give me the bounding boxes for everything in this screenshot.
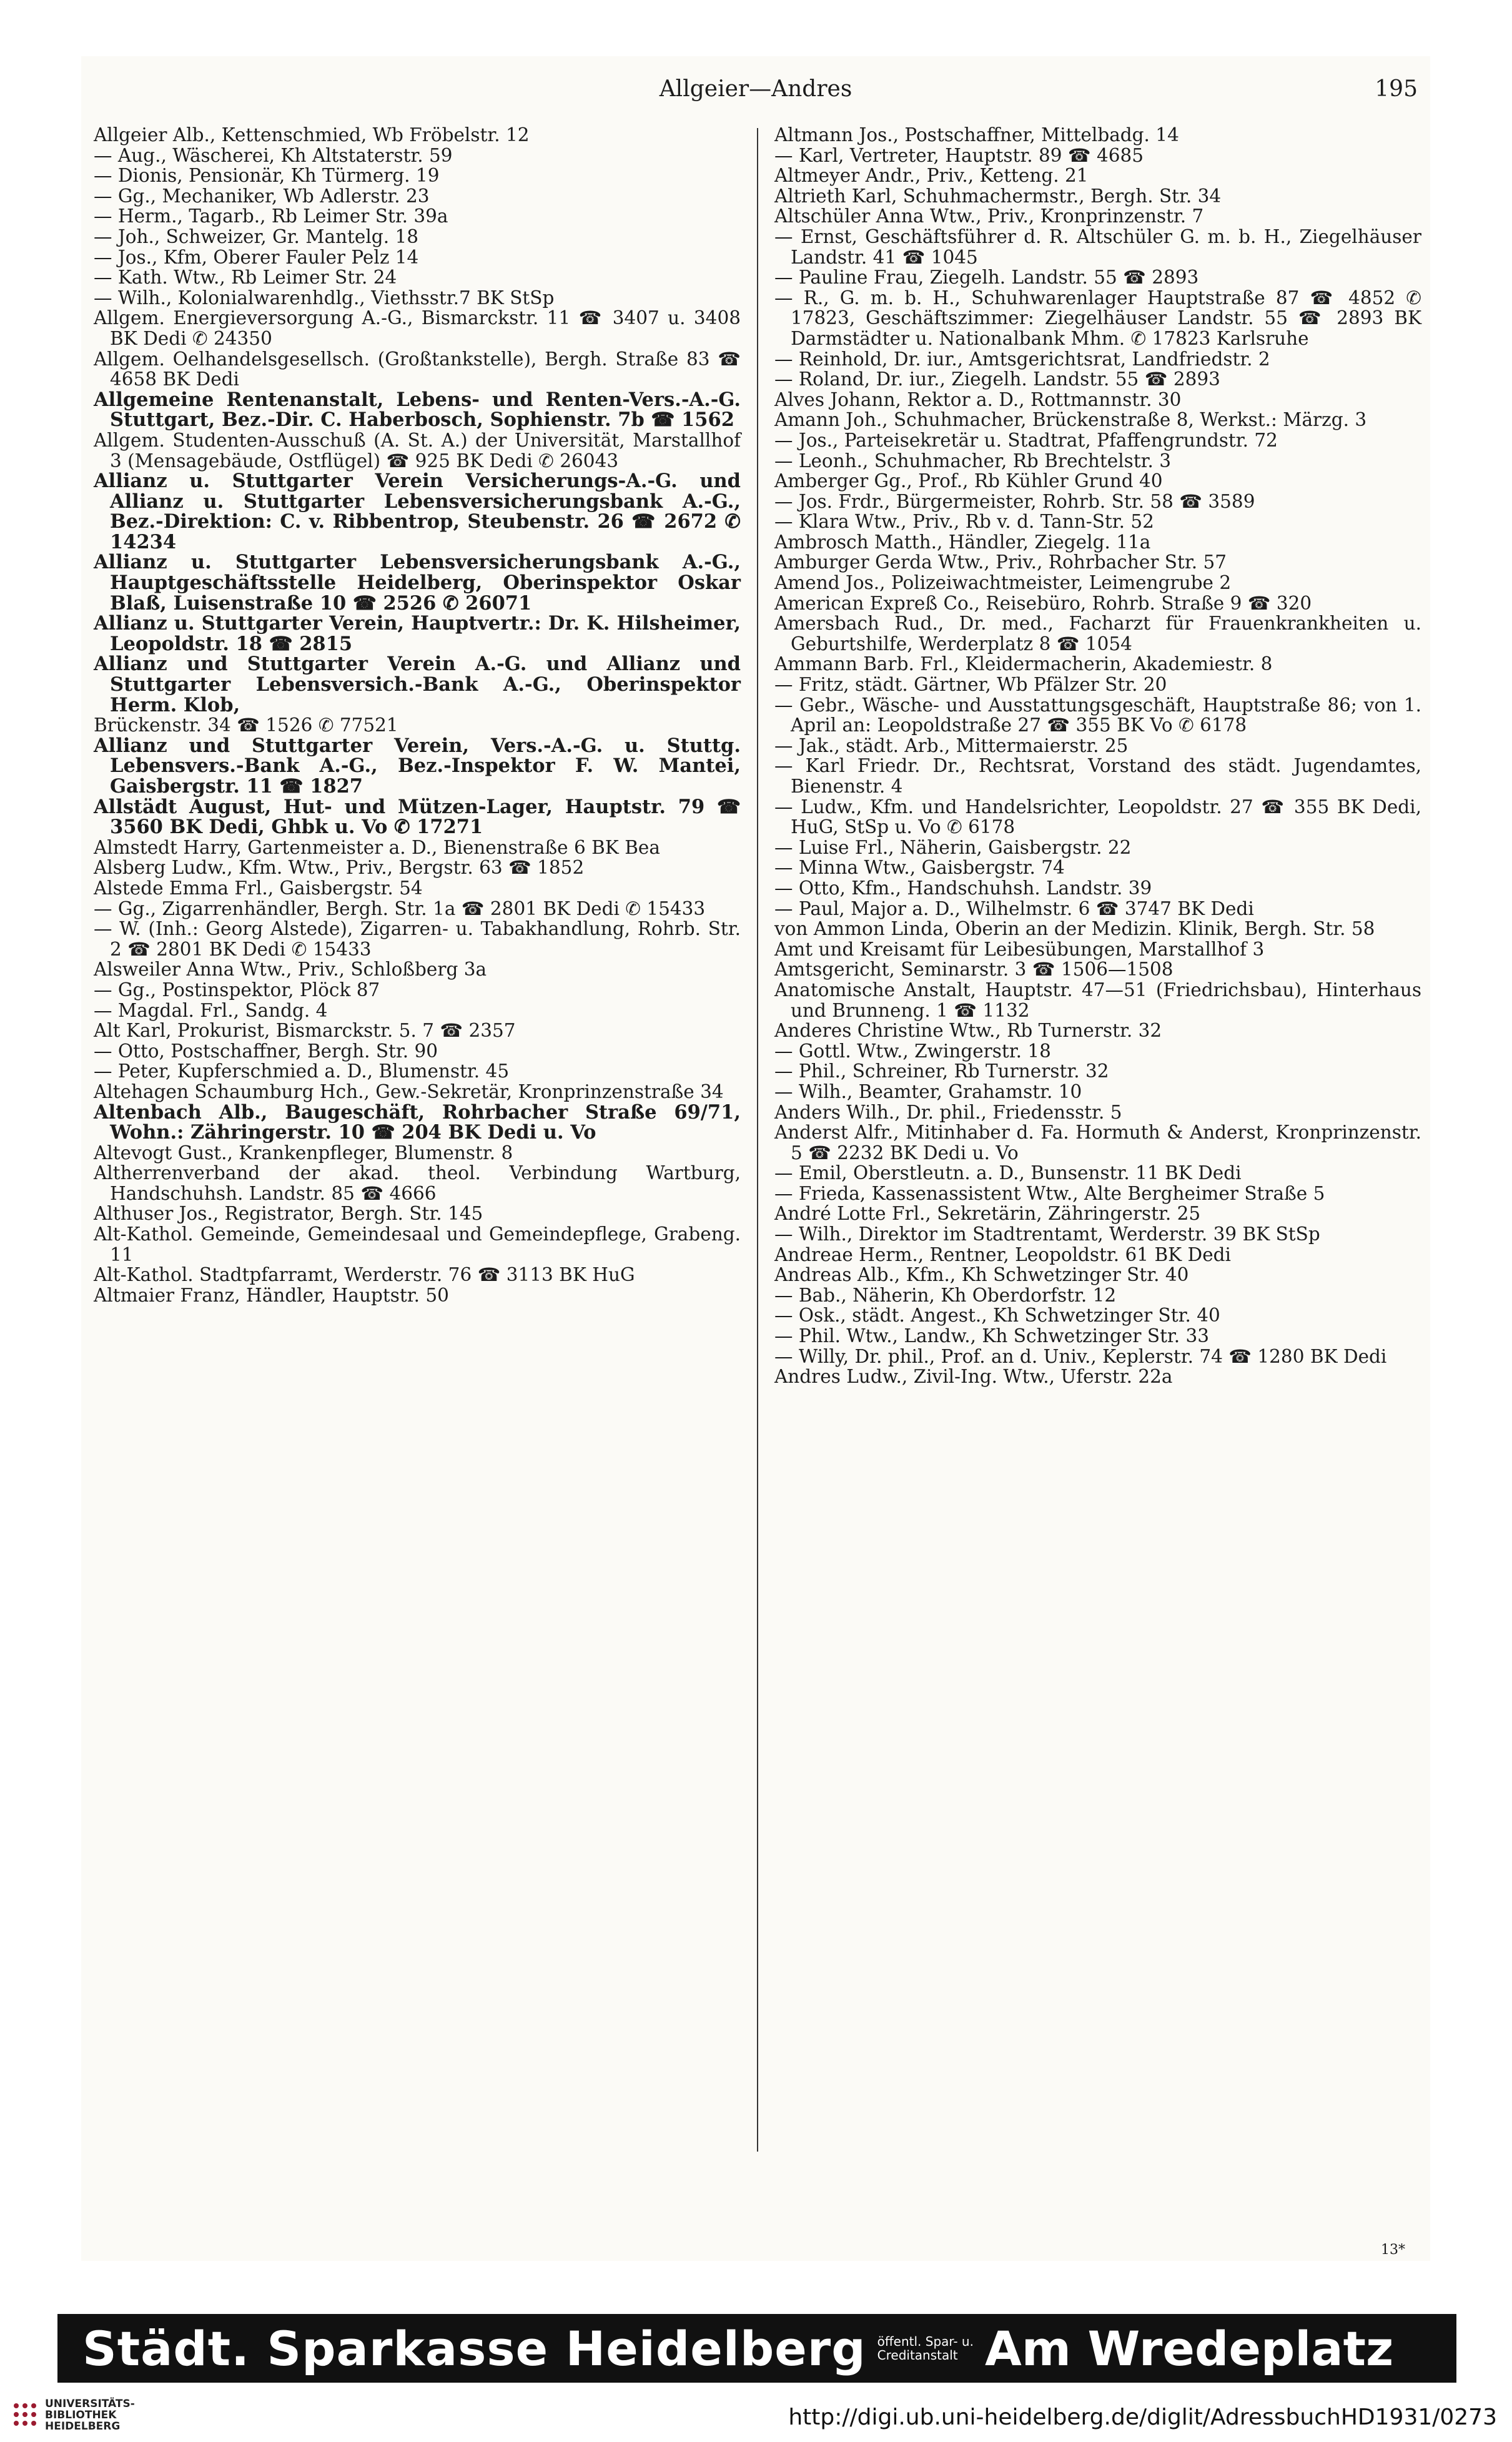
page-header [81,67,1430,111]
directory-entry: Amberger Gg., Prof., Rb Kühler Grund 40 [774,470,1163,492]
directory-entry: Anderst Alfr., Mitinhaber d. Fa. Hormuth & Anderst, Kronprinzenstr. 5 ☎ 2232 BK Dedi u. Vo [774,1122,1421,1164]
directory-entry: Allianz u. Stuttgarter Verein, Hauptvertr.: Dr. K. Hilsheimer, Leopoldstr. 18 ☎ 2815 [94,612,741,655]
directory-entry: Amersbach Rud., Dr. med., Facharzt für Frauenkrankheiten u. Geburtshilfe, Werderplatz 8 ☎ 1054 [774,613,1421,655]
directory-entry: Alsweiler Anna Wtw., Priv., Schloßberg 3a [94,959,487,981]
directory-entry: Alt-Kathol. Gemeinde, Gemeindesaal und Gemeindepflege, Grabeng. 11 [94,1223,741,1265]
directory-entry: — Frieda, Kassenassistent Wtw., Alte Bergheimer Straße 5 [774,1182,1325,1204]
directory-entry: Allianz u. Stuttgarter Verein Versicherungs-A.-G. und Allianz u. Stuttgarter Lebensversicherungsbank A.-G., Bez.-Direktion: C. v. Ribbentrop, Steubenstr. 26 ☎ 2672 ✆ 14234 [94,470,741,553]
directory-entry: — Kath. Wtw., Rb Leimer Str. 24 [94,267,397,289]
directory-entry: — Willy, Dr. phil., Prof. an d. Univ., Keplerstr. 74 ☎ 1280 BK Dedi [774,1345,1387,1367]
directory-entry: Allstädt August, Hut- und Mützen-Lager, Hauptstr. 79 ☎ 3560 BK Dedi, Ghbk u. Vo ✆ 17271 [94,795,741,839]
directory-entry: — Karl Friedr. Dr., Rechtsrat, Vorstand des städt. Jugendamtes, Bienenstr. 4 [774,755,1421,797]
directory-entry: — Paul, Major a. D., Wilhelmstr. 6 ☎ 3747 BK Dedi [774,897,1254,919]
directory-entry: Ammann Barb. Frl., Kleidermacherin, Akademiestr. 8 [774,653,1273,675]
directory-entry: Alstede Emma Frl., Gaisbergstr. 54 [94,877,423,899]
directory-entry: Altschüler Anna Wtw., Priv., Kronprinzenstr. 7 [774,205,1204,227]
banner-bank-name: Städt. Sparkasse Heidelberg [82,2320,866,2376]
directory-entry: Almstedt Harry, Gartenmeister a. D., Bienenstraße 6 BK Bea [94,836,660,858]
directory-entry: Altmeyer Andr., Priv., Ketteng. 21 [774,165,1089,187]
directory-entry: — Phil. Wtw., Landw., Kh Schwetzinger Str. 33 [774,1325,1210,1347]
directory-entry: — Ludw., Kfm. und Handelsrichter, Leopoldstr. 27 ☎ 355 BK Dedi, HuG, StSp u. Vo ✆ 6178 [774,796,1421,838]
university-library-name [45,2398,135,2432]
directory-entry: Altevogt Gust., Krankenpfleger, Blumenstr. 8 [94,1142,513,1164]
library-name-line: HEIDELBERG [45,2420,121,2433]
directory-entry: Allgeier Alb., Kettenschmied, Wb Fröbelstr. 12 [94,124,530,146]
directory-entry: — Aug., Wäscherei, Kh Altstaterstr. 59 [94,144,453,166]
directory-entry: Amburger Gerda Wtw., Priv., Rohrbacher Str. 57 [774,551,1227,573]
directory-entry: Andreae Herm., Rentner, Leopoldstr. 61 BK Dedi [774,1243,1231,1265]
directory-entry: Brückenstr. 34 ☎ 1526 ✆ 77521 [94,714,398,736]
right-column [774,125,1421,1387]
banner-subtitle-line2: Creditanstalt [877,2348,958,2363]
directory-entry: Anders Wilh., Dr. phil., Friedensstr. 5 [774,1101,1122,1123]
directory-entry: Alt-Kathol. Stadtpfarramt, Werderstr. 76 ☎ 3113 BK HuG [94,1264,635,1286]
directory-entry: Altmann Jos., Postschaffner, Mittelbadg. 14 [774,124,1179,146]
directory-entry: — Peter, Kupferschmied a. D., Blumenstr. 45 [94,1060,510,1082]
directory-entry: — Wilh., Direktor im Stadtrentamt, Werderstr. 39 BK StSp [774,1223,1320,1245]
directory-entry: Altehagen Schaumburg Hch., Gew.-Sekretär, Kronprinzenstraße 34 [94,1080,724,1102]
directory-entry: — W. (Inh.: Georg Alstede), Zigarren- u. Tabakhandlung, Rohrb. Str. 2 ☎ 2801 BK Dedi ✆ 15433 [94,918,741,960]
directory-entry: — Jos., Kfm, Oberer Fauler Pelz 14 [94,246,419,268]
directory-entry: Altrieth Karl, Schuhmachermstr., Bergh. Str. 34 [774,185,1222,207]
directory-entry: — Wilh., Kolonialwarenhdlg., Viethsstr.7 BK StSp [94,287,555,309]
directory-entry: Altenbach Alb., Baugeschäft, Rohrbacher Straße 69/71, Wohn.: Zähringerstr. 10 ☎ 204 BK Dedi u. Vo [94,1100,741,1144]
directory-entry: Allianz und Stuttgarter Verein, Vers.-A.-G. u. Stuttg. Lebensvers.-Bank A.-G., Bez.-Inspektor F. W. Mantei, Gaisbergstr. 11 ☎ 1827 [94,734,741,798]
directory-entry: — Emil, Oberstleutn. a. D., Bunsenstr. 11 BK Dedi [774,1162,1242,1184]
directory-entry: — R., G. m. b. H., Schuhwarenlager Hauptstraße 87 ☎ 4852 ✆ 17823, Geschäftszimmer: Ziegelhäuser Landstr. 55 ☎ 2893 BK Darmstädter u. Nationalbank Mhm. ✆ 17823 Karlsruhe [774,287,1421,349]
directory-entry: — Jos., Parteisekretär u. Stadtrat, Pfaffengrundstr. 72 [774,429,1278,451]
directory-entry: — Herm., Tagarb., Rb Leimer Str. 39a [94,205,448,227]
directory-entry: Altherrenverband der akad. theol. Verbindung Wartburg, Handschuhsh. Landstr. 85 ☎ 4666 [94,1162,741,1204]
column-divider [757,128,758,2152]
signature-mark: 13* [1381,2242,1405,2258]
directory-entry: Althuser Jos., Registrator, Bergh. Str. 145 [94,1203,483,1225]
directory-entry: — Reinhold, Dr. iur., Amtsgerichtsrat, Landfriedstr. 2 [774,348,1270,370]
directory-entry: — Osk., städt. Angest., Kh Schwetzinger Str. 40 [774,1305,1220,1327]
banner-subtitle-line1: öffentl. Spar- u. [877,2334,974,2349]
directory-entry: — Gottl. Wtw., Zwingerstr. 18 [774,1040,1051,1062]
directory-entry: Andres Ludw., Zivil-Ing. Wtw., Uferstr. 22a [774,1366,1173,1388]
directory-entry: — Roland, Dr. iur., Ziegelh. Landstr. 55 ☎ 2893 [774,368,1220,390]
directory-entry: — Wilh., Beamter, Grahamstr. 10 [774,1080,1082,1102]
directory-entry: — Leonh., Schuhmacher, Rb Brechtelstr. 3 [774,450,1172,472]
directory-entry: — Magdal. Frl., Sandg. 4 [94,999,328,1021]
directory-entry: Allgem. Oelhandelsgesellsch. (Großtankstelle), Bergh. Straße 83 ☎ 4658 BK Dedi [94,348,741,390]
directory-entry: Alsberg Ludw., Kfm. Wtw., Priv., Bergstr. 63 ☎ 1852 [94,857,585,879]
directory-entry: — Gg., Postinspektor, Plöck 87 [94,979,380,1001]
directory-entry: Allgem. Studenten-Ausschuß (A. St. A.) der Universität, Marstallhof 3 (Mensagebäude, Ostflügel) ☎ 925 BK Dedi ✆ 26043 [94,429,741,472]
directory-entry: Amt und Kreisamt für Leibesübungen, Marstallhof 3 [774,938,1265,960]
directory-entry: Allianz u. Stuttgarter Lebensversicherungsbank A.-G., Hauptgeschäftsstelle Heidelberg, Oberinspektor Oskar Blaß, Luisenstraße 10 ☎ 2526 ✆ 26071 [94,551,741,615]
directory-entry: Allianz und Stuttgarter Verein A.-G. und Allianz und Stuttgarter Lebensversich.-Bank A.-G., Oberinspektor Herm. Klob, [94,653,741,716]
directory-entry: Amann Joh., Schuhmacher, Brückenstraße 8, Werkst.: Märzg. 3 [774,409,1367,431]
directory-entry: — Pauline Frau, Ziegelh. Landstr. 55 ☎ 2893 [774,267,1199,289]
directory-entry: — Gebr., Wäsche- und Ausstattungsgeschäft, Hauptstraße 86; von 1. April an: Leopoldstraße 27 ☎ 355 BK Vo ✆ 6178 [774,694,1421,736]
directory-entry: Allgem. Energieversorgung A.-G., Bismarckstr. 11 ☎ 3407 u. 3408 BK Dedi ✆ 24350 [94,307,741,349]
permalink-url[interactable]: http://digi.ub.uni-heidelberg.de/diglit/AdressbuchHD1931/0273 [788,2405,1497,2430]
directory-entry: — Fritz, städt. Gärtner, Wb Pfälzer Str. 20 [774,674,1167,696]
directory-entry: Altmaier Franz, Händler, Hauptstr. 50 [94,1284,449,1306]
directory-entry: — Ernst, Geschäftsführer d. R. Altschüler G. m. b. H., Ziegelhäuser Landstr. 41 ☎ 1045 [774,225,1421,268]
directory-entry: André Lotte Frl., Sekretärin, Zähringerstr. 25 [774,1203,1201,1225]
directory-entry: — Otto, Kfm., Handschuhsh. Landstr. 39 [774,877,1152,899]
directory-entry: Anderes Christine Wtw., Rb Turnerstr. 32 [774,1020,1162,1042]
directory-entry: Amend Jos., Polizeiwachtmeister, Leimengrube 2 [774,572,1232,594]
directory-entry: — Dionis, Pensionär, Kh Türmerg. 19 [94,165,440,187]
directory-entry: — Minna Wtw., Gaisbergstr. 74 [774,857,1065,879]
university-library-logo-icon [11,2401,39,2428]
banner-address: Am Wredeplatz [984,2320,1394,2376]
running-title: Allgeier—Andres [659,76,852,102]
directory-entry: Alt Karl, Prokurist, Bismarckstr. 5. 7 ☎ 2357 [94,1020,516,1042]
directory-entry: von Ammon Linda, Oberin an der Medizin. Klinik, Bergh. Str. 58 [774,918,1375,940]
directory-entry: — Gg., Zigarrenhändler, Bergh. Str. 1a ☎ 2801 BK Dedi ✆ 15433 [94,897,706,919]
directory-entry: — Karl, Vertreter, Hauptstr. 89 ☎ 4685 [774,144,1144,166]
viewer-footer [0,2392,1512,2442]
directory-entry: — Jak., städt. Arb., Mittermaierstr. 25 [774,734,1129,756]
directory-entry: — Joh., Schweizer, Gr. Mantelg. 18 [94,225,418,247]
directory-entry: — Bab., Näherin, Kh Oberdorfstr. 12 [774,1284,1117,1306]
directory-entry: Ambrosch Matth., Händler, Ziegelg. 11a [774,531,1151,553]
directory-entry: — Klara Wtw., Priv., Rb v. d. Tann-Str. 52 [774,511,1154,533]
directory-entry: Allgemeine Rentenanstalt, Lebens- und Renten-Vers.-A.-G. Stuttgart, Bez.-Dir. C. Haberbosch, Sophienstr. 7b ☎ 1562 [94,388,741,432]
directory-entry: Alves Johann, Rektor a. D., Rottmannstr. 30 [774,388,1182,410]
directory-entry: Andreas Alb., Kfm., Kh Schwetzinger Str. 40 [774,1264,1189,1286]
banner-subtitle [877,2335,974,2362]
library-name-line: BIBLIOTHEK [45,2409,117,2421]
directory-entry: Amtsgericht, Seminarstr. 3 ☎ 1506—1508 [774,959,1174,981]
page-number: 195 [1375,76,1418,102]
directory-entry: — Phil., Schreiner, Rb Turnerstr. 32 [774,1060,1109,1082]
advertisement-banner [57,2314,1456,2383]
library-name-line: UNIVERSITÄTS- [45,2398,135,2410]
directory-entry: — Luise Frl., Näherin, Gaisbergstr. 22 [774,836,1132,858]
directory-entry: — Otto, Postschaffner, Bergh. Str. 90 [94,1040,438,1062]
directory-entry: American Expreß Co., Reisebüro, Rohrb. Straße 9 ☎ 320 [774,592,1312,614]
directory-entry: — Gg., Mechaniker, Wb Adlerstr. 23 [94,185,430,207]
left-column [94,125,741,1305]
directory-entry: — Jos. Frdr., Bürgermeister, Rohrb. Str. 58 ☎ 3589 [774,490,1255,512]
scanned-page [81,56,1430,2261]
directory-entry: Anatomische Anstalt, Hauptstr. 47—51 (Friedrichsbau), Hinterhaus und Brunneng. 1 ☎ 1132 [774,979,1421,1021]
